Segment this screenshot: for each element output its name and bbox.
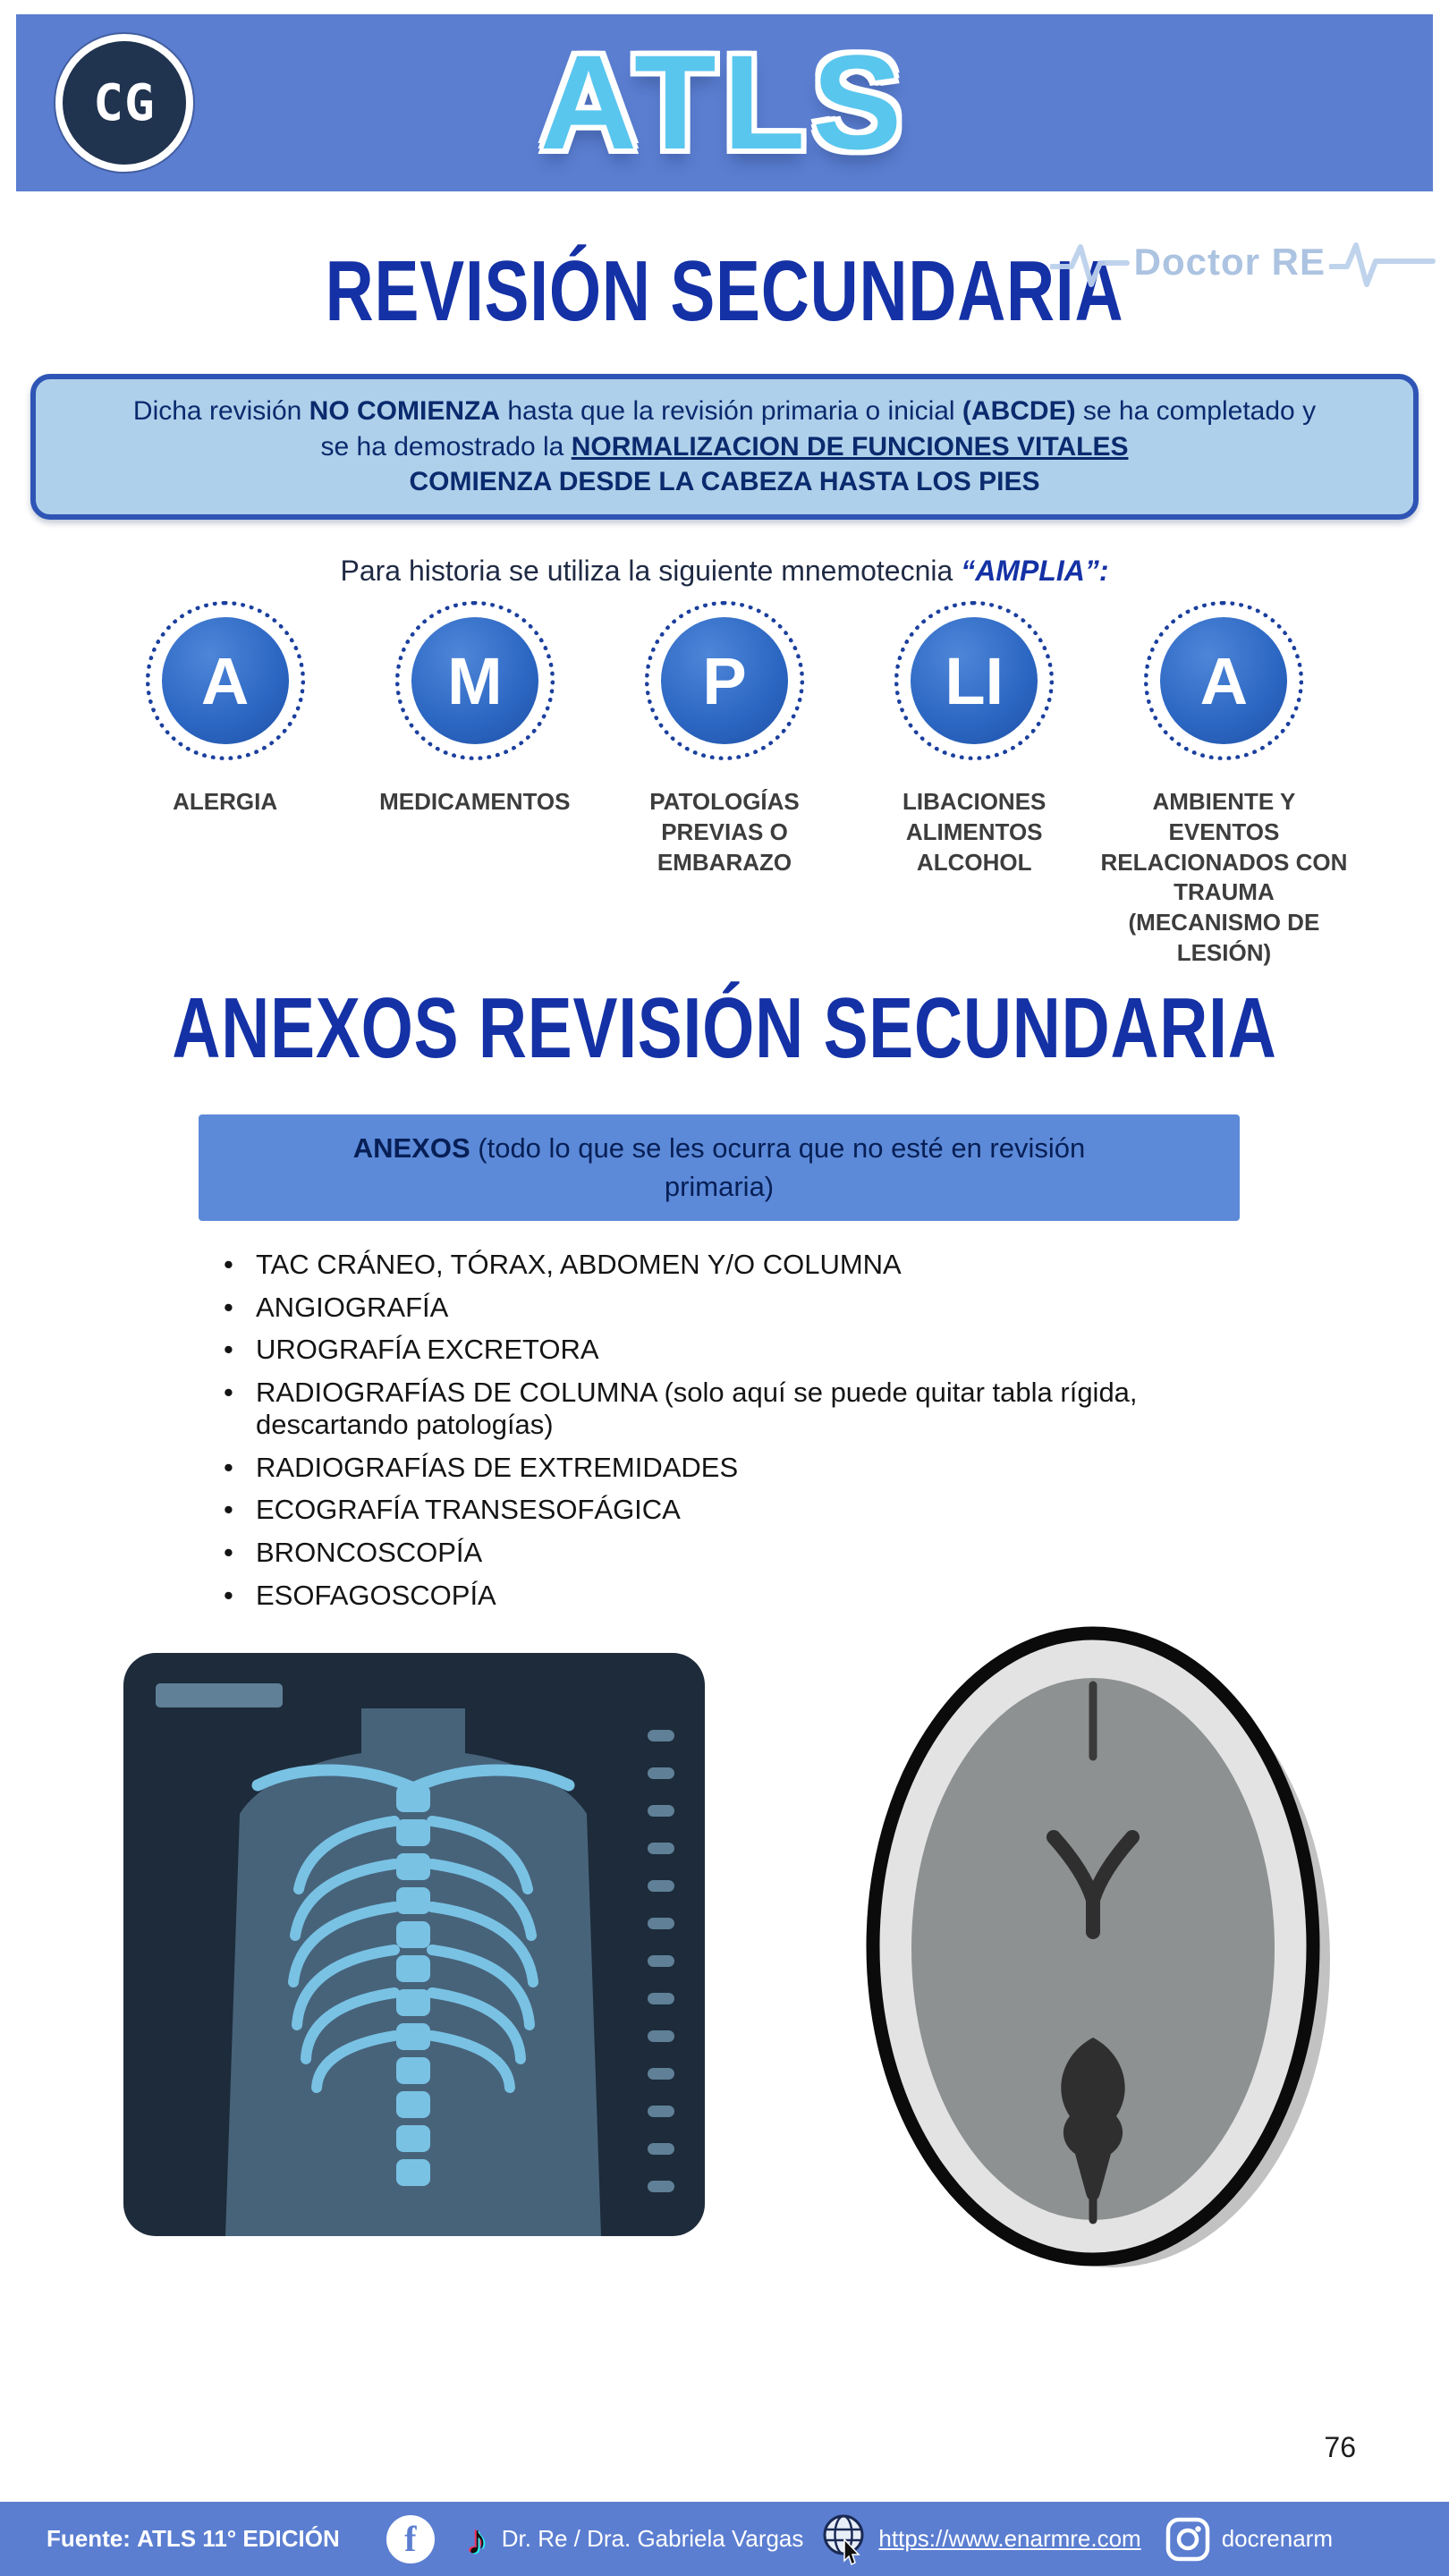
letter-circle bbox=[661, 617, 788, 744]
intro-seg-underline: NORMALIZACION DE FUNCIONES VITALES bbox=[571, 431, 1129, 462]
anexo-item: • ANGIOGRAFÍA bbox=[204, 1292, 1286, 1325]
letter-badge bbox=[645, 601, 804, 760]
page-title: REVISIÓN SECUNDARIA bbox=[325, 243, 1124, 339]
source-value: ATLS 11° EDICIÓN bbox=[137, 2525, 340, 2552]
mnemonic-label: LIBACIONES ALIMENTOS ALCOHOL bbox=[902, 788, 1046, 876]
tiktok-icon: ♪ bbox=[466, 2515, 487, 2563]
letter-circle bbox=[162, 617, 289, 744]
anexos-header-rest: (todo lo que se les ocurra que no esté en revisión primaria) bbox=[470, 1132, 1086, 1203]
letter-badge bbox=[146, 601, 305, 760]
brain-ct-figure bbox=[848, 1615, 1338, 2277]
intro-seg-bold: (ABCDE) bbox=[962, 396, 1076, 426]
mnemonic-intro-text: Para historia se utiliza la siguiente mnemotecnia bbox=[340, 555, 962, 587]
mnemonic-item bbox=[100, 601, 350, 969]
anexos-header-box bbox=[199, 1114, 1240, 1221]
mnemonic-name: “AMPLIA”: bbox=[961, 555, 1109, 587]
mnemonic-letter: A bbox=[200, 643, 250, 718]
letter-circle bbox=[911, 617, 1038, 744]
letter-circle bbox=[411, 617, 538, 744]
mnemonic-letter: M bbox=[446, 643, 503, 718]
mnemonic-label: ALERGIA bbox=[173, 788, 278, 815]
letter-badge bbox=[894, 601, 1054, 760]
intro-seg: se ha completado y se ha demostrado la bbox=[320, 396, 1317, 462]
mnemonic-row bbox=[100, 601, 1349, 969]
source-citation bbox=[47, 2525, 340, 2553]
mnemonic-letter: LI bbox=[945, 643, 1004, 718]
intro-seg: Dicha revisión bbox=[132, 396, 309, 426]
anexo-item: • ECOGRAFÍA TRANSESOFÁGICA bbox=[204, 1494, 1286, 1527]
header-bar bbox=[16, 14, 1433, 191]
intro-note-box bbox=[30, 374, 1419, 520]
anexo-item: • UROGRAFÍA EXCRETORA bbox=[204, 1334, 1286, 1367]
mnemonic-label: AMBIENTE Y EVENTOS RELACIONADOS CON TRAUMA (MECANISMO DE LESIÓN) bbox=[1100, 788, 1348, 966]
intro-line2: COMIENZA DESDE LA CABEZA HASTA LOS PIES bbox=[409, 467, 1040, 497]
letter-badge bbox=[395, 601, 555, 760]
mnemonic-label: MEDICAMENTOS bbox=[379, 788, 571, 815]
anexos-list bbox=[204, 1249, 1286, 1622]
cg-logo-text: CG bbox=[93, 73, 156, 132]
instagram-handle: docrenarm bbox=[1221, 2525, 1333, 2552]
mnemonic-item bbox=[1099, 601, 1349, 969]
footer-bar bbox=[0, 2502, 1449, 2576]
chest-xray-figure bbox=[123, 1653, 705, 2236]
section-title: ANEXOS REVISIÓN SECUNDARIA bbox=[172, 980, 1277, 1076]
mnemonic-letter: P bbox=[702, 643, 747, 718]
intro-seg: hasta que la revisión primaria o inicial bbox=[500, 396, 962, 426]
mnemonic-item bbox=[850, 601, 1099, 969]
anexo-item: • RADIOGRAFÍAS DE COLUMNA (solo aquí se puede quitar tabla rígida, descartando patologías) bbox=[204, 1377, 1286, 1442]
anexo-item: • BRONCOSCOPÍA bbox=[204, 1537, 1286, 1570]
instagram-icon bbox=[1165, 2516, 1211, 2563]
globe-icon bbox=[819, 2512, 869, 2566]
mnemonic-letter: A bbox=[1199, 643, 1249, 718]
intro-seg-bold: NO COMIENZA bbox=[309, 396, 500, 426]
ecg-line-icon bbox=[1329, 231, 1436, 293]
app-title: ATLS bbox=[539, 27, 910, 177]
letter-circle bbox=[1160, 617, 1287, 744]
website-link[interactable]: https://www.enarmre.com bbox=[878, 2525, 1141, 2552]
mnemonic-intro bbox=[0, 555, 1449, 588]
facebook-icon: f bbox=[386, 2515, 435, 2563]
intro-text bbox=[116, 394, 1333, 464]
anexos-header-bold: ANEXOS bbox=[352, 1132, 470, 1164]
page-number: 76 bbox=[1324, 2431, 1356, 2463]
anexo-item: • TAC CRÁNEO, TÓRAX, ABDOMEN Y/O COLUMNA bbox=[204, 1249, 1286, 1282]
mnemonic-item bbox=[350, 601, 599, 969]
watermark-brand: Doctor RE bbox=[1133, 241, 1326, 283]
anexo-item: • ESOFAGOSCOPÍA bbox=[204, 1580, 1286, 1613]
anexo-item: • RADIOGRAFÍAS DE EXTREMIDADES bbox=[204, 1452, 1286, 1485]
authors-text: Dr. Re / Dra. Gabriela Vargas bbox=[501, 2525, 804, 2552]
doctor-re-watermark bbox=[1050, 231, 1436, 293]
ecg-line-icon bbox=[1050, 231, 1131, 293]
mnemonic-item bbox=[599, 601, 849, 969]
mnemonic-label: PATOLOGÍAS PREVIAS O EMBARAZO bbox=[649, 788, 800, 876]
letter-badge bbox=[1144, 601, 1303, 760]
source-label: Fuente: bbox=[47, 2525, 131, 2552]
